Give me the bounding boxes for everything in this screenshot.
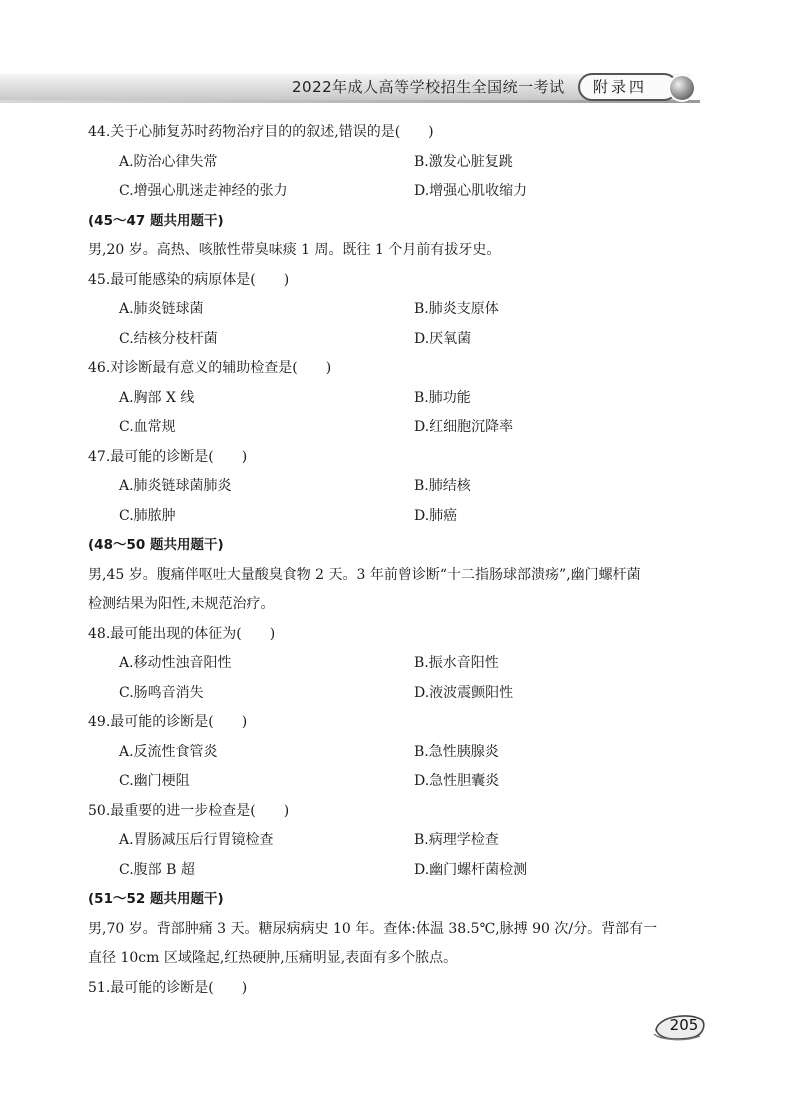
group-51-52-case-line-1: 男,70 岁。背部肿痛 3 天。糖尿病病史 10 年。查体:体温 38.5℃,脉搏 90 次/分。背部有一	[88, 920, 658, 937]
option-a: A.防治心律失常	[119, 153, 218, 170]
group-48-50-title: (48～50 题共用题干)	[88, 537, 224, 553]
decorative-ball-icon	[670, 76, 694, 100]
option-b: B.肺结核	[414, 478, 471, 494]
section-label: 附录四	[592, 78, 647, 96]
question-44-stem: 44.关于心肺复苏时药物治疗目的的叙述,错误的是( )	[88, 124, 434, 140]
option-a: A.反流性食管炎	[119, 743, 218, 760]
question-50-stem: 50.最重要的进一步检查是( )	[88, 802, 290, 819]
option-b: B.急性胰腺炎	[414, 743, 499, 760]
group-48-50-case-line-2: 检测结果为阳性,未规范治疗。	[88, 596, 275, 612]
option-b: B.肺功能	[414, 389, 471, 406]
option-a: A.肺炎链球菌肺炎	[119, 478, 232, 494]
option-c: C.结核分枝杆菌	[119, 330, 218, 347]
question-45-options-row-2	[88, 325, 712, 355]
option-b: B.振水音阳性	[414, 655, 499, 671]
question-48-options-row-2	[88, 679, 712, 709]
option-c: C.增强心肌迷走神经的张力	[119, 183, 288, 199]
option-c: C.肠鸣音消失	[119, 684, 204, 701]
question-49-stem: 49.最可能的诊断是( )	[88, 714, 248, 730]
question-47-options-row-1	[88, 472, 712, 502]
question-51-stem: 51.最可能的诊断是( )	[88, 979, 248, 996]
group-51-52-title: (51～52 题共用题干)	[88, 891, 224, 907]
option-a: A.胃肠减压后行胃镜检查	[119, 832, 274, 848]
option-b: B.肺炎支原体	[414, 301, 499, 317]
question-50-options-row-2	[88, 856, 712, 886]
option-a: A.肺炎链球菌	[119, 301, 204, 317]
option-c: C.幽门梗阻	[119, 773, 190, 789]
question-48-stem: 48.最可能出现的体征为( )	[88, 625, 276, 642]
option-d: D.肺癌	[414, 507, 458, 524]
option-c: C.肺脓肿	[119, 507, 176, 524]
option-b: B.激发心脏复跳	[414, 153, 513, 170]
option-a: A.移动性浊音阳性	[119, 655, 232, 671]
page-header	[0, 0, 800, 110]
option-c: C.血常规	[119, 419, 176, 435]
group-45-47-title: (45～47 题共用题干)	[88, 212, 224, 229]
question-47-options-row-2	[88, 502, 712, 532]
question-45-options-row-1	[88, 295, 712, 325]
option-d: D.增强心肌收缩力	[414, 183, 528, 199]
question-46-options-row-1	[88, 384, 712, 414]
option-b: B.病理学检查	[414, 832, 499, 848]
group-45-47-case: 男,20 岁。高热、咳脓性带臭味痰 1 周。既往 1 个月前有拔牙史。	[88, 242, 501, 258]
option-d: D.急性胆囊炎	[414, 773, 500, 789]
option-d: D.液波震颤阳性	[414, 684, 514, 701]
question-44-options-row-1	[88, 148, 712, 178]
option-d: D.红细胞沉降率	[414, 419, 514, 435]
question-49-options-row-1	[88, 738, 712, 768]
question-46-stem: 46.对诊断最有意义的辅助检查是( )	[88, 360, 332, 376]
question-45-stem: 45.最可能感染的病原体是( )	[88, 271, 290, 288]
question-48-options-row-1	[88, 649, 712, 679]
option-a: A.胸部 X 线	[119, 389, 195, 406]
exam-title: 2022年成人高等学校招生全国统一考试	[292, 78, 565, 96]
question-47-stem: 47.最可能的诊断是( )	[88, 448, 248, 465]
page-number: 205	[669, 1016, 699, 1034]
option-d: D.厌氧菌	[414, 330, 472, 347]
option-c: C.腹部 B 超	[119, 861, 195, 878]
question-46-options-row-2	[88, 413, 712, 443]
question-49-options-row-2	[88, 767, 712, 797]
question-44-options-row-2	[88, 177, 712, 207]
section-tab	[578, 73, 678, 101]
group-51-52-case-line-2: 直径 10cm 区域隆起,红热硬肿,压痛明显,表面有多个脓点。	[88, 950, 458, 966]
question-content	[88, 118, 712, 1003]
group-48-50-case-line-1: 男,45 岁。腹痛伴呕吐大量酸臭食物 2 天。3 年前曾诊断“十二指肠球部溃疡”,幽门螺杆菌	[88, 566, 641, 583]
question-50-options-row-1	[88, 826, 712, 856]
option-d: D.幽门螺杆菌检测	[414, 861, 528, 878]
